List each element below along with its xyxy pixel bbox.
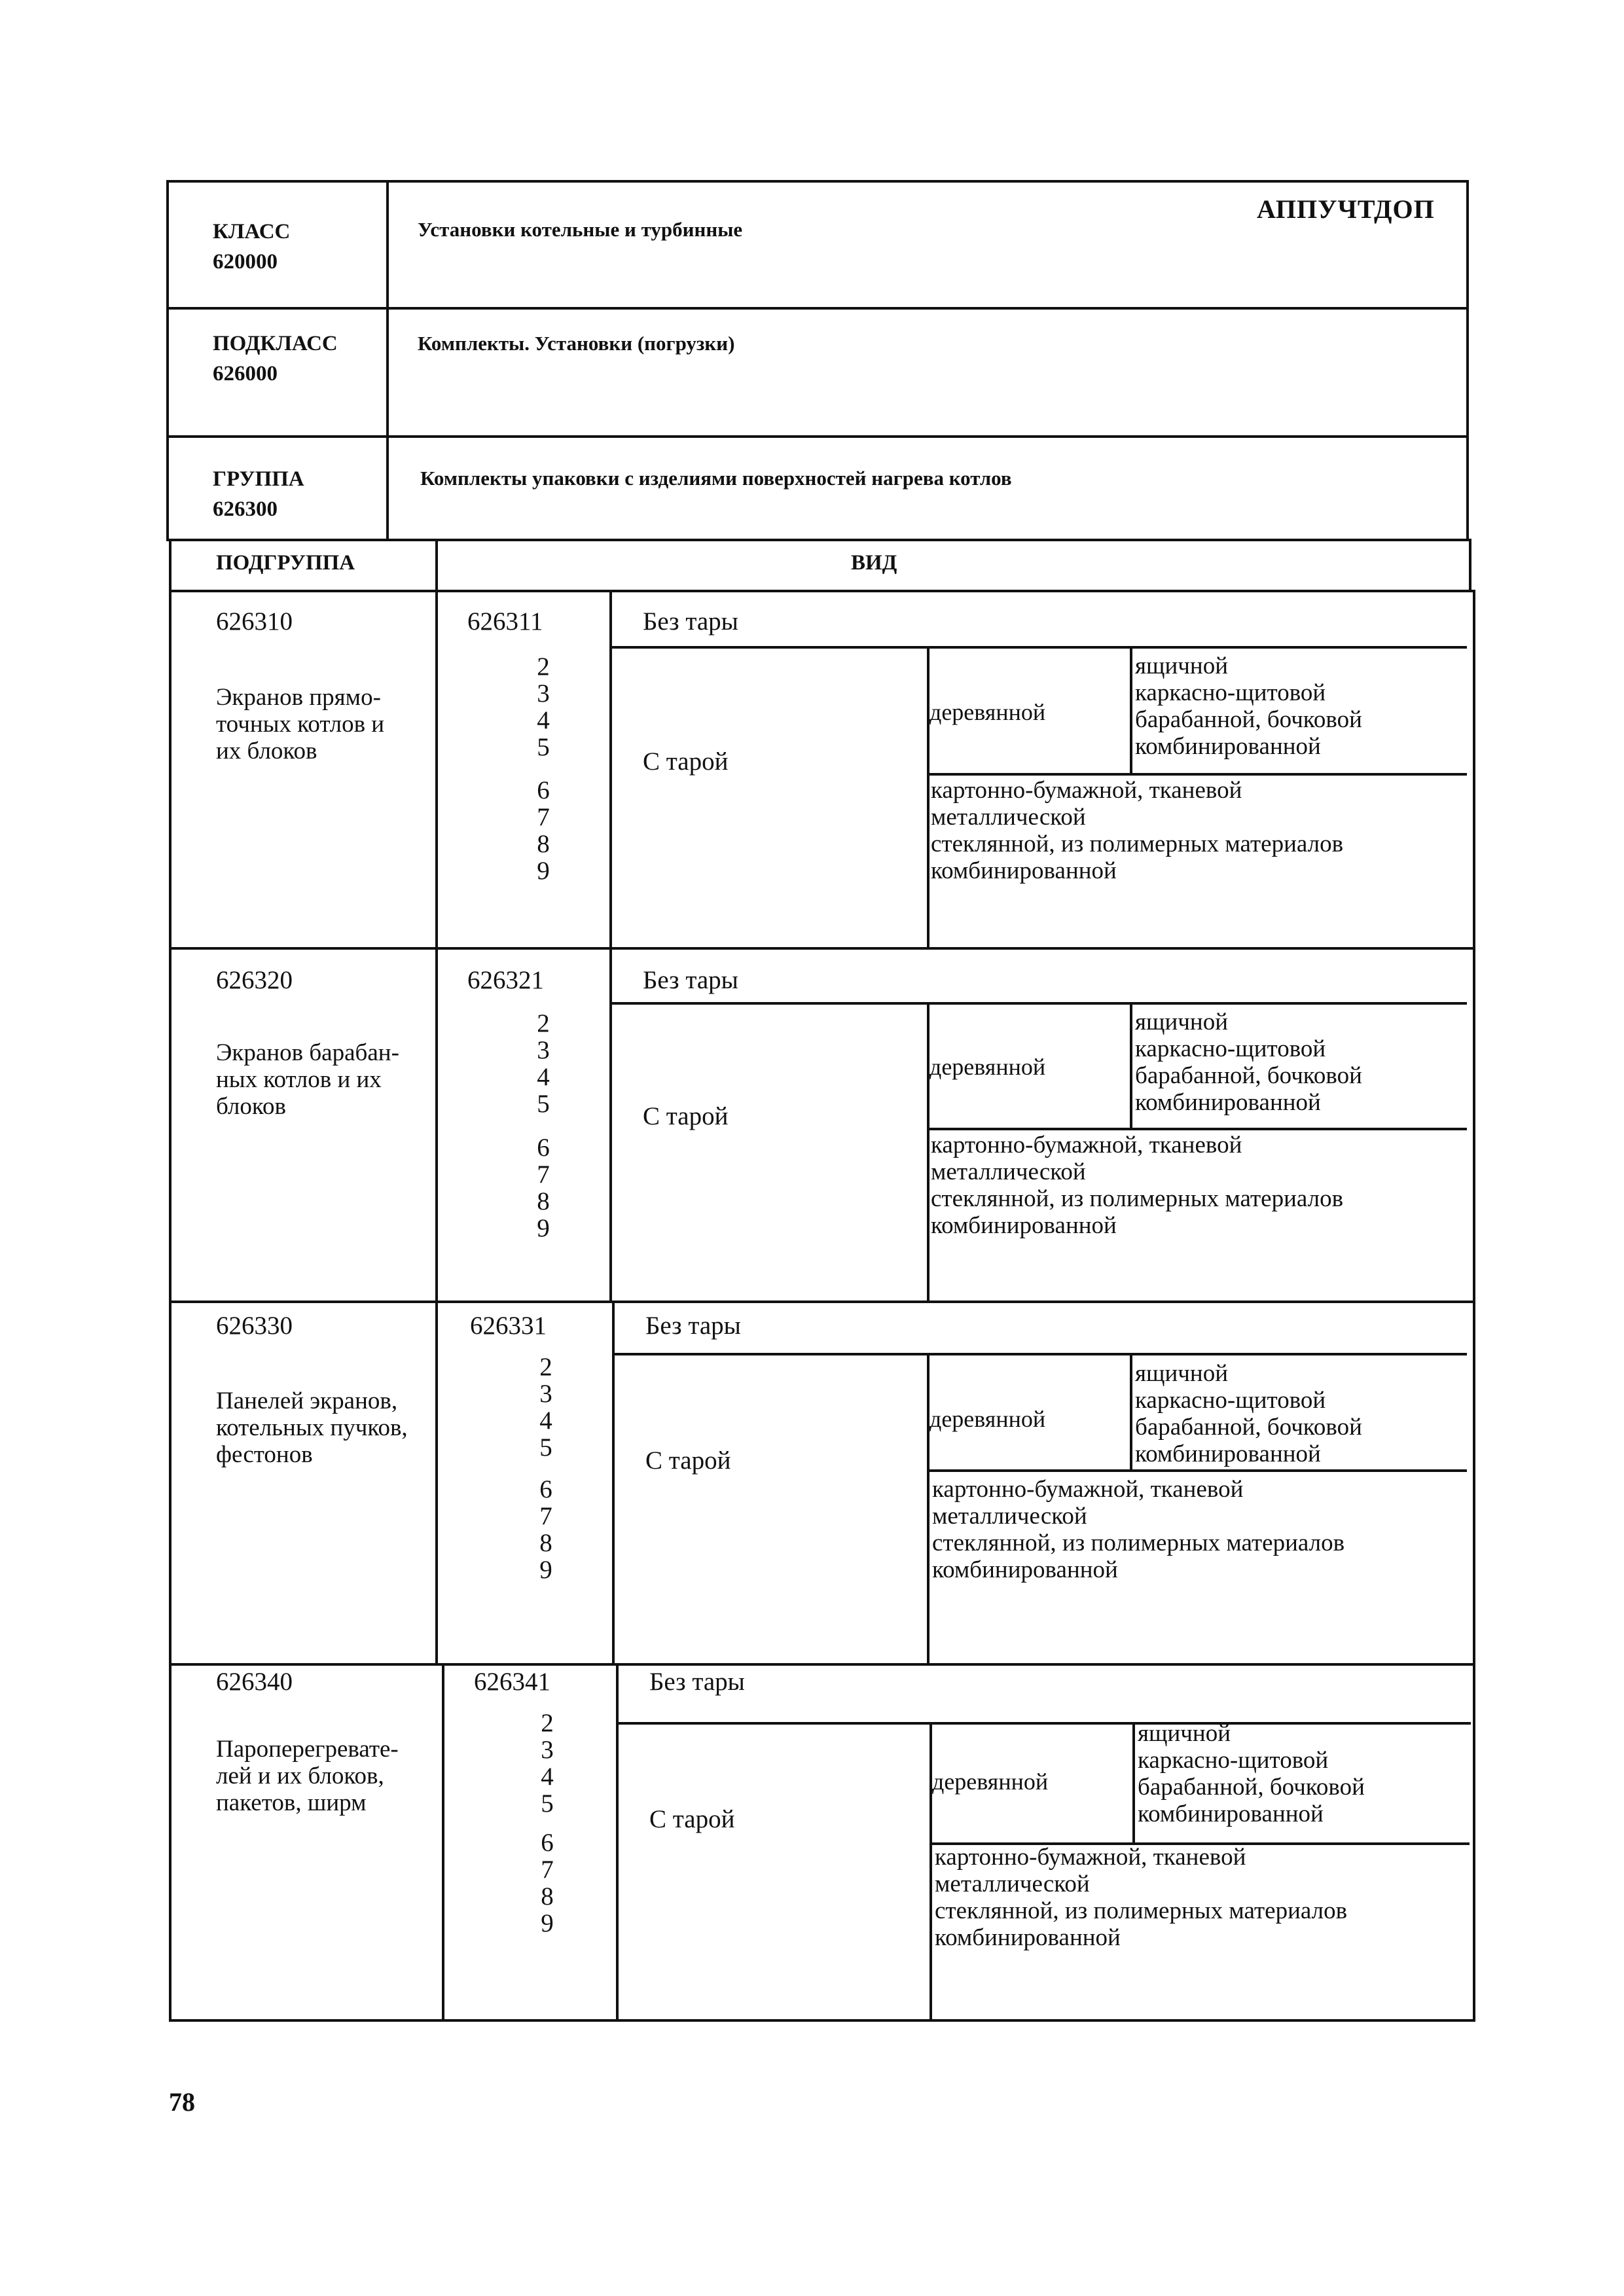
subgroup-separator — [169, 1300, 1473, 1303]
vid-digit: 2 — [537, 1009, 550, 1037]
col-divider — [1130, 1002, 1132, 1128]
other-type: картонно-бумажной, тканевой — [931, 1132, 1242, 1158]
other-types — [931, 777, 1343, 884]
subgroup-separator — [169, 947, 1473, 950]
s-taroi-label: С тарой — [643, 1102, 729, 1130]
other-type: комбинированной — [931, 857, 1117, 884]
wood-types — [1138, 1720, 1365, 1827]
podklass-code: 626000 — [213, 362, 278, 386]
subgroup-name-line: Экранов прямо- — [216, 684, 381, 711]
klass-divider — [386, 180, 389, 310]
vid-digits-a — [524, 1010, 563, 1117]
stamp-mark: АППУЧТДОП — [1257, 194, 1435, 224]
vid-code: 626321 — [467, 966, 544, 994]
subgroup-name — [216, 1039, 399, 1120]
wood-type: ящичной — [1135, 653, 1229, 679]
other-types — [935, 1844, 1347, 1951]
podklass-block — [166, 307, 1469, 438]
vid-digit: 7 — [537, 1160, 550, 1189]
subgroup-code: 626320 — [216, 966, 293, 994]
vid-code: 626341 — [474, 1668, 550, 1696]
subgroup-name-line: пакетов, ширм — [216, 1789, 367, 1816]
vid-digit: 4 — [539, 1407, 552, 1435]
vid-digit: 3 — [537, 679, 550, 708]
subgroup-name-line: Панелей экранов, — [216, 1388, 398, 1414]
s-taroi-label: С тарой — [649, 1805, 735, 1833]
gruppa-code: 626300 — [213, 497, 278, 521]
wood-type: каркасно-щитовой — [1135, 1035, 1326, 1062]
col-divider — [435, 1300, 438, 1664]
other-types — [932, 1476, 1344, 1583]
wood-type: каркасно-щитовой — [1135, 1387, 1326, 1414]
vid-digits-b — [524, 777, 563, 884]
vid-code: 626311 — [467, 607, 543, 636]
subgroup-code: 626340 — [216, 1668, 293, 1696]
subgroup-code: 626310 — [216, 607, 293, 636]
other-type: картонно-бумажной, тканевой — [932, 1476, 1244, 1503]
vid-digits-b — [528, 1829, 567, 1937]
klass-title: Установки котельные и турбинные — [418, 218, 743, 241]
other-type: металлической — [931, 804, 1086, 831]
wood-type: комбинированной — [1135, 733, 1321, 760]
wood-type: барабанной, бочковой — [1135, 1414, 1362, 1441]
col-divider — [929, 1722, 932, 2020]
wood-type: ящичной — [1138, 1720, 1231, 1747]
wood-type: барабанной, бочковой — [1138, 1774, 1365, 1801]
other-type: стеклянной, из полимерных материалов — [931, 1185, 1344, 1212]
other-type: стеклянной, из полимерных материалов — [935, 1897, 1348, 1924]
vid-digit: 2 — [541, 1709, 554, 1737]
vid-digit: 2 — [537, 653, 550, 681]
subgroup-name-line: Экранов барабан- — [216, 1039, 399, 1066]
vid-digit: 8 — [539, 1529, 552, 1557]
row-divider — [927, 773, 1467, 776]
wood-type: комбинированной — [1135, 1441, 1321, 1467]
subgroup-name-line: точных котлов и — [216, 711, 385, 738]
subgroup-name-line: фестонов — [216, 1441, 313, 1468]
other-type: металлической — [935, 1871, 1090, 1897]
vid-digit: 2 — [539, 1353, 552, 1381]
col-divider — [927, 1353, 929, 1664]
other-type: комбинированной — [935, 1924, 1121, 1951]
vid-digit: 7 — [541, 1856, 554, 1884]
podklass-label: ПОДКЛАСС — [213, 332, 338, 355]
row-divider — [927, 1469, 1467, 1472]
bez-tary-label: Без тары — [643, 607, 738, 636]
vid-digit: 8 — [541, 1882, 554, 1910]
wood-label: деревянной — [929, 1406, 1046, 1432]
wood-type: барабанной, бочковой — [1135, 1062, 1362, 1089]
wood-types — [1135, 1009, 1362, 1116]
subgroup-name-line: ных котлов и их — [216, 1066, 382, 1093]
vid-digit: 9 — [537, 857, 550, 885]
col-divider — [1130, 646, 1132, 773]
other-type: стеклянной, из полимерных материалов — [931, 831, 1344, 857]
subgroup-separator — [169, 1663, 1473, 1666]
subgroup-name-line: Пароперегревате- — [216, 1736, 399, 1763]
col-divider — [442, 1663, 444, 2020]
gruppa-divider — [386, 435, 389, 541]
column-header-divider — [435, 539, 438, 592]
col-divider — [435, 947, 438, 1302]
other-type: комбинированной — [931, 1212, 1117, 1239]
wood-type: комбинированной — [1135, 1089, 1321, 1116]
klass-code: 620000 — [213, 250, 278, 274]
vid-digit: 3 — [541, 1736, 554, 1764]
podklass-divider — [386, 307, 389, 438]
wood-label: деревянной — [932, 1768, 1049, 1795]
vid-digits-a — [524, 653, 563, 761]
other-type: металлической — [931, 1158, 1086, 1185]
vid-digit: 5 — [537, 733, 550, 761]
wood-type: комбинированной — [1138, 1801, 1324, 1827]
s-taroi-label: С тарой — [645, 1446, 731, 1475]
other-type: металлической — [932, 1503, 1087, 1530]
wood-label: деревянной — [929, 699, 1046, 725]
subgroup-name-line: блоков — [216, 1093, 286, 1120]
vid-digit: 9 — [539, 1556, 552, 1584]
vid-digit: 9 — [537, 1214, 550, 1242]
col-divider — [1130, 1353, 1132, 1469]
page-number: 78 — [169, 2087, 195, 2117]
vid-digit: 3 — [539, 1380, 552, 1408]
other-type: картонно-бумажной, тканевой — [935, 1844, 1246, 1871]
vid-digits-b — [524, 1134, 563, 1242]
wood-types — [1135, 1360, 1362, 1467]
subgroup-name — [216, 1388, 408, 1468]
vid-digit: 5 — [539, 1433, 552, 1462]
vid-digit: 5 — [541, 1789, 554, 1818]
vid-digit: 5 — [537, 1090, 550, 1118]
bez-tary-label: Без тары — [649, 1668, 745, 1696]
other-types — [931, 1132, 1343, 1239]
row-divider — [612, 1353, 1467, 1355]
bez-tary-label: Без тары — [645, 1312, 741, 1340]
subgroup-name-line: их блоков — [216, 738, 317, 764]
vid-digits-a — [528, 1710, 567, 1817]
vid-digit: 4 — [537, 706, 550, 734]
podklass-title: Комплекты. Установки (погрузки) — [418, 332, 735, 355]
vid-digit: 7 — [539, 1502, 552, 1530]
row-divider — [927, 1128, 1467, 1130]
subgroup-name — [216, 684, 384, 764]
wood-type: каркасно-щитовой — [1135, 679, 1326, 706]
vid-digit: 3 — [537, 1036, 550, 1064]
vid-digit: 6 — [541, 1829, 554, 1857]
other-type: комбинированной — [932, 1556, 1118, 1583]
vid-code: 626331 — [470, 1312, 547, 1340]
row-divider — [609, 1002, 1467, 1005]
subgroup-name-line: котельных пучков, — [216, 1414, 408, 1441]
gruppa-title: Комплекты упаковки с изделиями поверхностей нагрева котлов — [420, 467, 1012, 490]
col-divider — [609, 947, 612, 1302]
other-type: картонно-бумажной, тканевой — [931, 777, 1242, 804]
other-type: стеклянной, из полимерных материалов — [932, 1530, 1345, 1556]
wood-type: барабанной, бочковой — [1135, 706, 1362, 733]
col-divider — [927, 646, 929, 948]
wood-label: деревянной — [929, 1054, 1046, 1080]
subgroup-code: 626330 — [216, 1312, 293, 1340]
vid-digit: 9 — [541, 1909, 554, 1937]
wood-type: ящичной — [1135, 1360, 1229, 1387]
vid-digit: 4 — [537, 1063, 550, 1091]
vid-digit: 8 — [537, 830, 550, 858]
vid-digit: 6 — [539, 1475, 552, 1503]
klass-label: КЛАСС — [213, 220, 291, 243]
vid-digit: 7 — [537, 803, 550, 831]
vid-digit: 4 — [541, 1763, 554, 1791]
col-divider — [435, 590, 438, 948]
s-taroi-label: С тарой — [643, 747, 729, 776]
vid-digit: 6 — [537, 776, 550, 804]
subgroup-name — [216, 1736, 399, 1816]
vid-digits-b — [526, 1476, 566, 1583]
wood-type: каркасно-щитовой — [1138, 1747, 1329, 1774]
vid-digit: 6 — [537, 1134, 550, 1162]
subgroup-name-line: лей и их блоков, — [216, 1763, 384, 1789]
col-divider — [616, 1663, 619, 2020]
col-divider — [927, 1002, 929, 1302]
wood-types — [1135, 653, 1362, 760]
column-podgruppa: ПОДГРУППА — [216, 551, 355, 575]
column-header-row — [169, 539, 1471, 592]
col-divider — [609, 590, 612, 948]
vid-digit: 8 — [537, 1187, 550, 1215]
gruppa-label: ГРУППА — [213, 467, 304, 491]
vid-digits-a — [526, 1354, 566, 1461]
col-divider — [1132, 1722, 1135, 1842]
bez-tary-label: Без тары — [643, 966, 738, 994]
wood-type: ящичной — [1135, 1009, 1229, 1035]
row-divider — [609, 646, 1467, 649]
column-vid: ВИД — [851, 551, 897, 575]
